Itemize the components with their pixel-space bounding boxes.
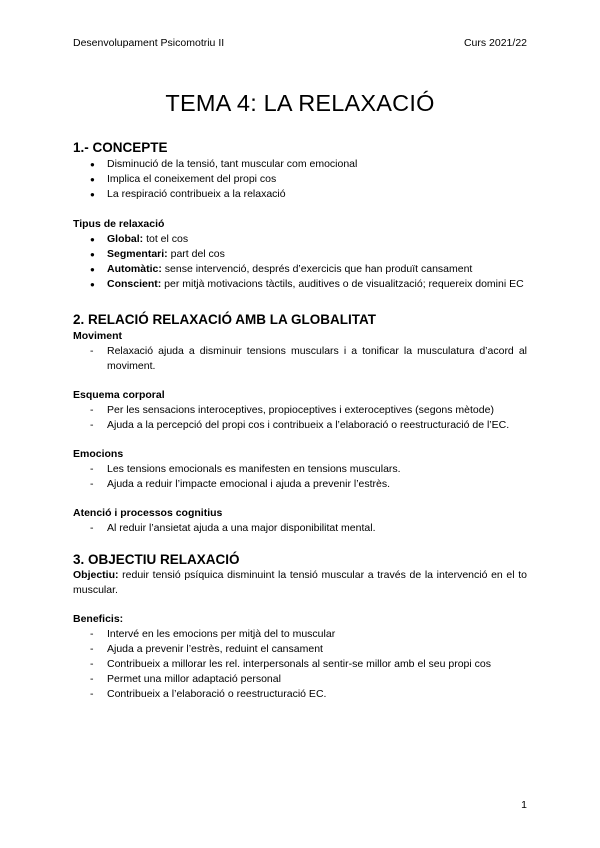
- section-2-heading: 2. RELACIÓ RELAXACIÓ AMB LA GLOBALITAT: [73, 312, 376, 327]
- type-term: Global:: [107, 233, 144, 245]
- group-list: [73, 344, 527, 374]
- type-desc: part del cos: [167, 248, 225, 260]
- list-item: - Relaxació ajuda a disminuir tensions musculars i a tonificar la musculatura d’acord al moviment.: [73, 344, 527, 374]
- group-title: Moviment: [73, 330, 123, 342]
- document-title: TEMA 4: LA RELAXACIÓ: [165, 90, 435, 116]
- group-title: Emocions: [73, 448, 124, 460]
- list-item: [73, 247, 527, 262]
- section-3-heading: 3. OBJECTIU RELAXACIÓ: [73, 552, 240, 567]
- concept-list: [73, 157, 527, 202]
- type-desc: sense intervenció, després d’exercicis que han produït cansament: [161, 263, 473, 275]
- list-item: [73, 232, 527, 247]
- document-body: [73, 90, 527, 702]
- objective-label: Objectiu:: [73, 569, 119, 581]
- list-item: - Intervé en les emocions per mitjà del to muscular: [73, 627, 527, 642]
- list-item: - Per les sensacions interoceptives, propioceptives i exteroceptives (segons mètode): [73, 403, 527, 418]
- header-course: Desenvolupament Psicomotriu II: [73, 37, 225, 49]
- group-list: [73, 403, 527, 433]
- benefits-heading: Beneficis:: [73, 613, 124, 625]
- objective-paragraph: [73, 568, 527, 598]
- list-item: ● Implica el coneixement del propi cos: [73, 172, 527, 187]
- type-term: Conscient:: [107, 278, 162, 290]
- section-1-heading: 1.- CONCEPTE: [73, 140, 168, 155]
- list-item: - Contribueix a millorar les rel. interpersonals al sentir-se millor amb el seu propi cos: [73, 657, 527, 672]
- objective-text: reduir tensió psíquica disminuint la tensió muscular a través de la intervenció en el to muscular.: [73, 569, 527, 596]
- list-item: - Ajuda a la percepció del propi cos i contribueix a l’elaboració o reestructuració de l’EC.: [73, 418, 527, 433]
- list-item: ● Disminució de la tensió, tant muscular com emocional: [73, 157, 527, 172]
- list-item: [73, 277, 527, 292]
- page-number: 1: [521, 799, 527, 811]
- header-year: Curs 2021/22: [463, 37, 527, 49]
- list-item: - Al reduir l’ansietat ajuda a una major disponibilitat mental.: [73, 521, 527, 536]
- type-term: Segmentari:: [107, 248, 168, 260]
- group-title: Esquema corporal: [73, 389, 165, 401]
- list-item: [73, 262, 527, 277]
- list-item: - Contribueix a l’elaboració o reestructuració EC.: [73, 687, 527, 702]
- group-list: [73, 521, 527, 536]
- group-title: Atenció i processos cognitius: [73, 507, 223, 519]
- group-list: [73, 462, 527, 492]
- type-desc: tot el cos: [143, 233, 189, 245]
- list-item: ● La respiració contribueix a la relaxació: [73, 187, 527, 202]
- types-list: [73, 232, 527, 292]
- benefits-list: [73, 627, 527, 702]
- types-heading: Tipus de relaxació: [73, 218, 165, 230]
- list-item: - Permet una millor adaptació personal: [73, 672, 527, 687]
- type-desc: per mitjà motivacions tàctils, auditives o de visualització; requereix domini EC: [161, 278, 524, 290]
- list-item: - Ajuda a reduir l’impacte emocional i ajuda a prevenir l’estrès.: [73, 477, 527, 492]
- list-item: - Ajuda a prevenir l’estrès, reduint el cansament: [73, 642, 527, 657]
- list-item: - Les tensions emocionals es manifesten en tensions musculars.: [73, 462, 527, 477]
- page-header: [73, 37, 527, 49]
- type-term: Automàtic:: [107, 263, 162, 275]
